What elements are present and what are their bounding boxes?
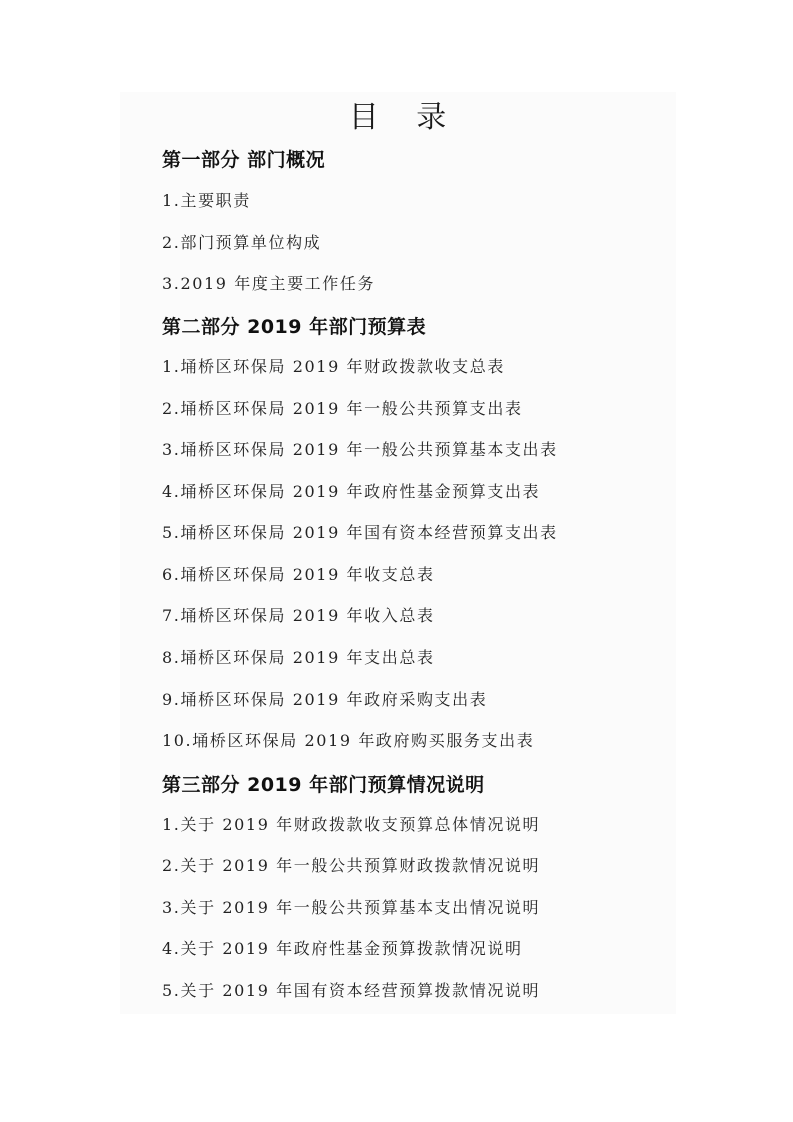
toc-item: 5.关于 2019 年国有资本经营预算拨款情况说明 [162,981,541,1000]
toc-item: 1.关于 2019 年财政拨款收支预算总体情况说明 [162,815,541,834]
section-heading-part-2: 第二部分 2019 年部门预算表 [162,316,427,338]
toc-item: 1.埇桥区环保局 2019 年财政拨款收支总表 [162,357,505,376]
toc-item: 5.埇桥区环保局 2019 年国有资本经营预算支出表 [162,523,558,542]
toc-item: 6.埇桥区环保局 2019 年收支总表 [162,565,435,584]
section-heading-part-3: 第三部分 2019 年部门预算情况说明 [162,774,485,796]
section-heading-part-1: 第一部分 部门概况 [162,149,326,171]
toc-item: 8.埇桥区环保局 2019 年支出总表 [162,648,435,667]
toc-item: 3.2019 年度主要工作任务 [162,274,376,293]
toc-item: 9.埇桥区环保局 2019 年政府采购支出表 [162,690,488,709]
toc-item: 2.埇桥区环保局 2019 年一般公共预算支出表 [162,399,523,418]
page-title: 目 录 [348,100,461,135]
toc-item: 10.埇桥区环保局 2019 年政府购买服务支出表 [162,731,535,750]
toc-item: 2.关于 2019 年一般公共预算财政拨款情况说明 [162,856,541,875]
toc-item: 3.关于 2019 年一般公共预算基本支出情况说明 [162,898,541,917]
toc-item: 1.主要职责 [162,191,251,210]
toc-item: 4.关于 2019 年政府性基金预算拨款情况说明 [162,939,523,958]
toc-item: 4.埇桥区环保局 2019 年政府性基金预算支出表 [162,482,541,501]
toc-item: 3.埇桥区环保局 2019 年一般公共预算基本支出表 [162,440,558,459]
toc-item: 2.部门预算单位构成 [162,233,322,252]
toc-item: 7.埇桥区环保局 2019 年收入总表 [162,606,435,625]
